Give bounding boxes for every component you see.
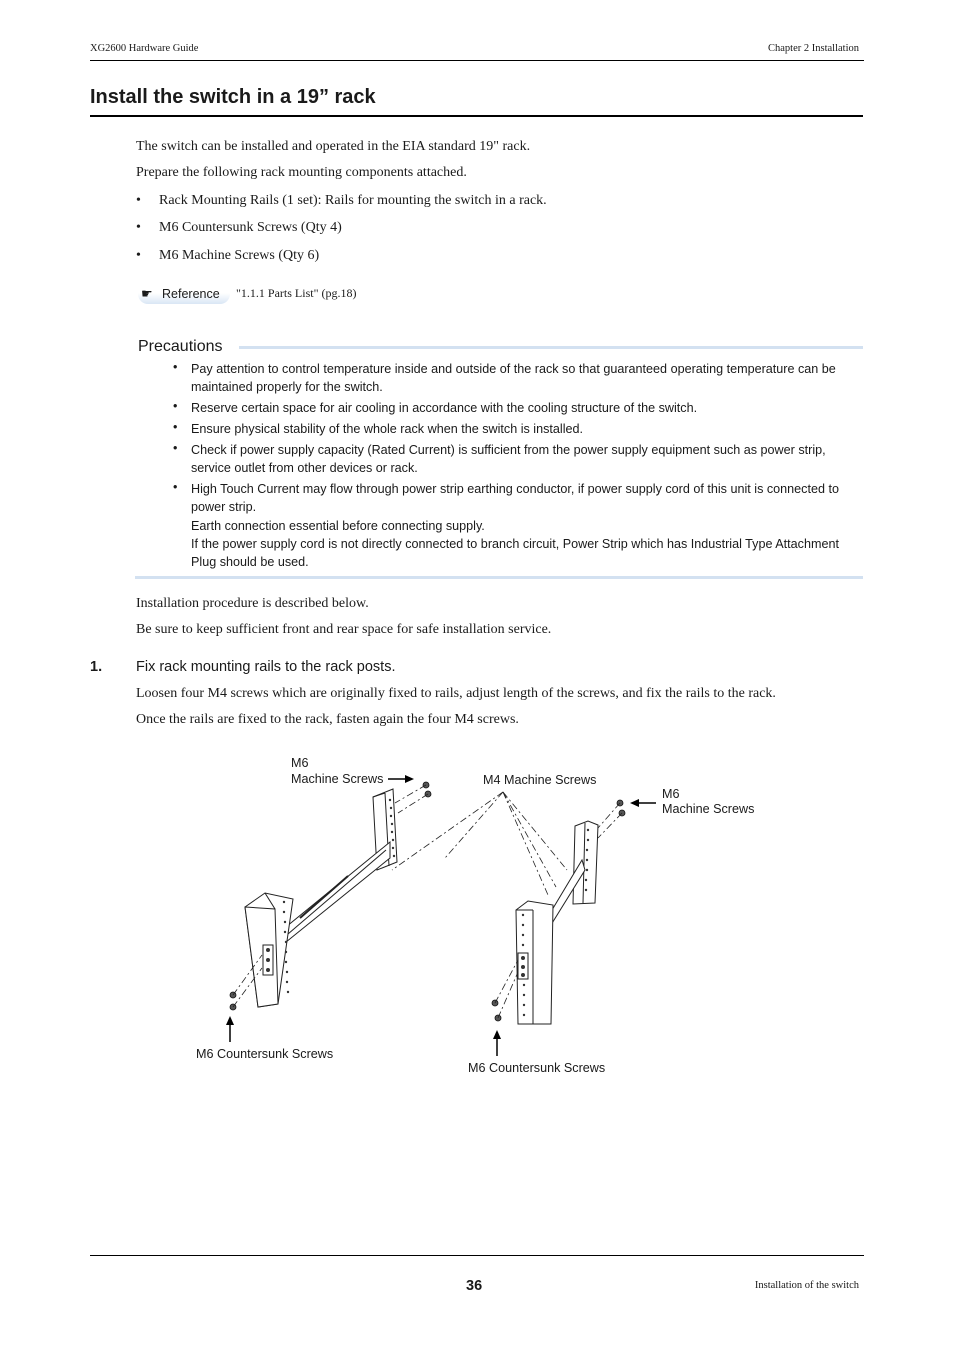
m6-right-label-line2: Machine Screws xyxy=(662,802,755,816)
step-number: 1. xyxy=(90,659,103,675)
component-item: M6 Countersunk Screws (Qty 4) xyxy=(159,220,342,235)
bullet-marker: • xyxy=(136,220,141,235)
right-front-post xyxy=(516,901,553,1024)
m4-label: M4 Machine Screws xyxy=(483,773,597,787)
intro-line-2: Prepare the following rack mounting components attached. xyxy=(136,165,467,180)
footer-section: Installation of the switch xyxy=(754,1280,859,1291)
step-body-1: Loosen four M4 screws which are originally fixed to rails, adjust length of the screws, and fix the rails to the rack. xyxy=(136,686,776,701)
procedure-line-2: Be sure to keep sufficient front and rear space for safe installation service. xyxy=(136,622,552,637)
intro-line-1: The switch can be installed and operated in the EIA standard 19" rack. xyxy=(136,139,531,154)
precautions-heading: Precautions xyxy=(138,338,223,355)
m6-right-label-line1: M6 xyxy=(662,787,680,801)
bullet-marker: • xyxy=(136,193,141,208)
component-item: M6 Machine Screws (Qty 6) xyxy=(159,248,320,263)
precaution-text: Reserve certain space for air cooling in accordance with the cooling structure of the switch. xyxy=(191,401,698,415)
procedure-line-1: Installation procedure is described below. xyxy=(136,596,369,611)
bullet-marker: • xyxy=(136,248,141,263)
precaution-text: Ensure physical stability of the whole rack when the switch is installed. xyxy=(191,422,583,436)
precaution-text: Earth connection essential before connecting supply. xyxy=(191,519,485,533)
header-doc-title: XG2600 Hardware Guide xyxy=(90,43,199,54)
component-item: Rack Mounting Rails (1 set): Rails for mounting the switch in a rack. xyxy=(159,193,547,208)
pointing-hand-icon: ☛ xyxy=(141,286,153,301)
precaution-text: Pay attention to control temperature inside and outside of the rack so that guaranteed operating temperature can be maintained properly for the switch. xyxy=(191,362,836,394)
reference-link[interactable]: "1.1.1 Parts List" (pg.18) xyxy=(236,286,357,300)
footer-rule xyxy=(90,1255,864,1256)
page-title: Install the switch in a 19” rack xyxy=(90,86,376,108)
page-number: 36 xyxy=(466,1278,483,1294)
bullet-marker: • xyxy=(173,420,178,434)
bullet-marker: • xyxy=(173,480,178,494)
bullet-marker: • xyxy=(173,399,178,413)
right-rear-post xyxy=(573,821,598,904)
header-chapter: Chapter 2 Installation xyxy=(768,43,859,54)
precaution-text: If the power supply cord is not directly connected to branch circuit, Power Strip which has Industrial Type Attachment Plug should be used. xyxy=(191,537,839,569)
countersunk-left-label: M6 Countersunk Screws xyxy=(196,1047,334,1061)
precaution-text: Check if power supply capacity (Rated Current) is sufficient from the power supply equipment such as power strip, service outlet from other devices or rack. xyxy=(191,443,826,475)
step-title: Fix rack mounting rails to the rack posts. xyxy=(136,659,396,675)
countersunk-right-label: M6 Countersunk Screws xyxy=(468,1061,606,1075)
precaution-text: High Touch Current may flow through power strip earthing conductor, if power supply cord of this unit is connected to power strip. xyxy=(191,482,839,514)
bullet-marker: • xyxy=(173,360,178,374)
reference-label: Reference xyxy=(162,287,220,301)
step-body-2: Once the rails are fixed to the rack, fasten again the four M4 screws. xyxy=(136,712,519,727)
m6-left-label-line1: M6 xyxy=(291,756,309,770)
m6-left-label-line2: Machine Screws xyxy=(291,772,384,786)
bullet-marker: • xyxy=(173,441,178,455)
